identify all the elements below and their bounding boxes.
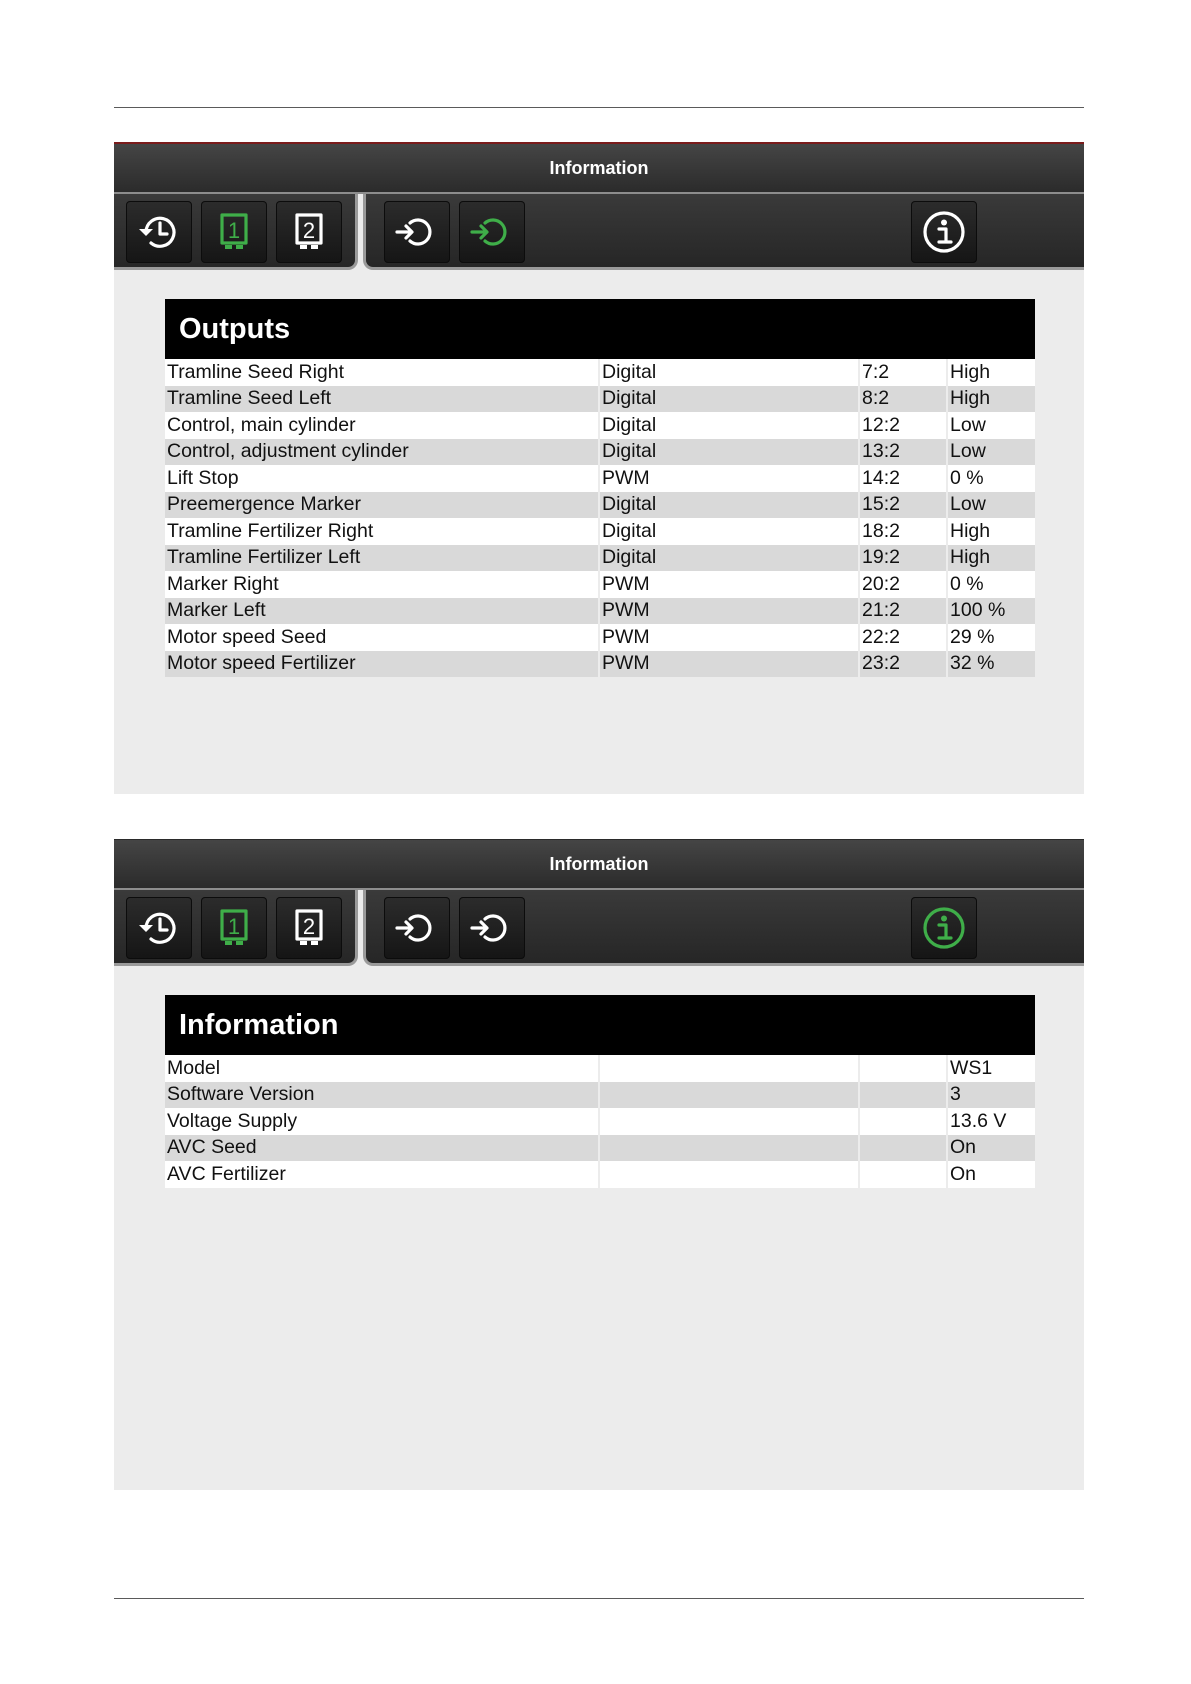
cell-value: 13.6 V <box>947 1108 1035 1135</box>
information-panel <box>165 995 1035 1188</box>
cell-name: Control, main cylinder <box>165 412 599 439</box>
refresh-input-button[interactable] <box>384 897 450 959</box>
cell-connector: 19:2 <box>859 545 947 572</box>
cell-value: 0 % <box>947 465 1035 492</box>
svg-text:2: 2 <box>302 914 316 939</box>
refresh-output-button[interactable] <box>459 897 525 959</box>
history-icon <box>135 208 183 256</box>
table-row <box>165 359 1035 386</box>
toolbar <box>114 890 1084 968</box>
table-row <box>165 545 1035 572</box>
cell-connector: 15:2 <box>859 492 947 519</box>
cell-connector: 21:2 <box>859 598 947 625</box>
table-row <box>165 492 1035 519</box>
cell-type: Digital <box>599 492 859 519</box>
cell-name: Tramline Fertilizer Left <box>165 545 599 572</box>
table-row <box>165 1135 1035 1162</box>
cell-type <box>599 1161 859 1188</box>
table-row <box>165 1082 1035 1109</box>
cell-connector: 14:2 <box>859 465 947 492</box>
monitor-1-icon <box>214 210 254 254</box>
table-row <box>165 1055 1035 1082</box>
cell-name: Marker Right <box>165 571 599 598</box>
cell-name: Tramline Seed Right <box>165 359 599 386</box>
cell-name: Motor speed Seed <box>165 624 599 651</box>
table-row <box>165 1108 1035 1135</box>
cell-type: Digital <box>599 518 859 545</box>
cell-value: High <box>947 359 1035 386</box>
cell-value: Low <box>947 412 1035 439</box>
information-table <box>165 1055 1035 1188</box>
cell-name: Voltage Supply <box>165 1108 599 1135</box>
table-row <box>165 386 1035 413</box>
table-row <box>165 465 1035 492</box>
panel-heading: Outputs <box>165 299 1035 359</box>
toolbar-group-right <box>363 890 1084 966</box>
cell-type: Digital <box>599 359 859 386</box>
cell-value: WS1 <box>947 1055 1035 1082</box>
cell-type <box>599 1135 859 1162</box>
cell-name: Motor speed Fertilizer <box>165 651 599 678</box>
monitor-2-button[interactable] <box>276 201 342 263</box>
refresh-input-icon <box>393 208 441 256</box>
table-row <box>165 1161 1035 1188</box>
cell-type: Digital <box>599 386 859 413</box>
cell-value: High <box>947 545 1035 572</box>
page-top-rule <box>114 107 1084 108</box>
cell-name: Control, adjustment cylinder <box>165 439 599 466</box>
cell-value: 100 % <box>947 598 1035 625</box>
cell-name: Tramline Fertilizer Right <box>165 518 599 545</box>
cell-connector: 20:2 <box>859 571 947 598</box>
monitor-1-button[interactable] <box>201 201 267 263</box>
table-row <box>165 624 1035 651</box>
cell-type <box>599 1082 859 1109</box>
outputs-panel <box>165 299 1035 677</box>
cell-connector: 13:2 <box>859 439 947 466</box>
cell-type: PWM <box>599 571 859 598</box>
cell-name: Software Version <box>165 1082 599 1109</box>
monitor-2-icon <box>289 906 329 950</box>
refresh-output-button[interactable] <box>459 201 525 263</box>
cell-connector: 7:2 <box>859 359 947 386</box>
cell-value: 0 % <box>947 571 1035 598</box>
cell-connector <box>859 1055 947 1082</box>
history-button[interactable] <box>126 201 192 263</box>
cell-name: Marker Left <box>165 598 599 625</box>
cell-value: High <box>947 518 1035 545</box>
cell-value: Low <box>947 492 1035 519</box>
svg-text:1: 1 <box>227 218 241 243</box>
refresh-output-icon <box>468 904 516 952</box>
information-screen-info <box>114 839 1084 1490</box>
history-button[interactable] <box>126 897 192 959</box>
table-row <box>165 571 1035 598</box>
cell-type: PWM <box>599 651 859 678</box>
cell-value: On <box>947 1161 1035 1188</box>
cell-connector: 22:2 <box>859 624 947 651</box>
table-row <box>165 651 1035 678</box>
monitor-2-button[interactable] <box>276 897 342 959</box>
cell-value: 3 <box>947 1082 1035 1109</box>
page-bottom-rule <box>114 1598 1084 1599</box>
cell-value: On <box>947 1135 1035 1162</box>
toolbar-group-left <box>114 194 358 270</box>
monitor-1-button[interactable] <box>201 897 267 959</box>
cell-type <box>599 1108 859 1135</box>
refresh-input-button[interactable] <box>384 201 450 263</box>
cell-connector: 23:2 <box>859 651 947 678</box>
cell-name: Lift Stop <box>165 465 599 492</box>
monitor-2-icon <box>289 210 329 254</box>
refresh-input-icon <box>393 904 441 952</box>
cell-type <box>599 1055 859 1082</box>
cell-name: Tramline Seed Left <box>165 386 599 413</box>
table-row <box>165 518 1035 545</box>
cell-connector: 18:2 <box>859 518 947 545</box>
information-screen-outputs <box>114 142 1084 794</box>
info-button[interactable] <box>911 201 977 263</box>
info-icon <box>920 904 968 952</box>
table-row <box>165 598 1035 625</box>
history-icon <box>135 904 183 952</box>
cell-name: Preemergence Marker <box>165 492 599 519</box>
toolbar <box>114 194 1084 272</box>
cell-value: 32 % <box>947 651 1035 678</box>
cell-connector <box>859 1082 947 1109</box>
cell-value: Low <box>947 439 1035 466</box>
cell-name: AVC Fertilizer <box>165 1161 599 1188</box>
cell-connector: 8:2 <box>859 386 947 413</box>
info-button[interactable] <box>911 897 977 959</box>
panel-heading: Information <box>165 995 1035 1055</box>
cell-connector <box>859 1135 947 1162</box>
outputs-table <box>165 359 1035 677</box>
table-row <box>165 439 1035 466</box>
cell-connector <box>859 1108 947 1135</box>
cell-type: Digital <box>599 439 859 466</box>
cell-value: High <box>947 386 1035 413</box>
screen-title: Information <box>114 840 1084 890</box>
cell-name: AVC Seed <box>165 1135 599 1162</box>
cell-connector <box>859 1161 947 1188</box>
toolbar-group-left <box>114 890 358 966</box>
cell-type: PWM <box>599 624 859 651</box>
table-row <box>165 412 1035 439</box>
monitor-1-icon <box>214 906 254 950</box>
toolbar-group-right <box>363 194 1084 270</box>
refresh-output-icon <box>468 208 516 256</box>
cell-value: 29 % <box>947 624 1035 651</box>
cell-type: PWM <box>599 465 859 492</box>
cell-type: Digital <box>599 412 859 439</box>
cell-connector: 12:2 <box>859 412 947 439</box>
svg-text:2: 2 <box>302 218 316 243</box>
info-icon <box>920 208 968 256</box>
cell-name: Model <box>165 1055 599 1082</box>
cell-type: PWM <box>599 598 859 625</box>
cell-type: Digital <box>599 545 859 572</box>
svg-text:1: 1 <box>227 914 241 939</box>
screen-title: Information <box>114 144 1084 194</box>
